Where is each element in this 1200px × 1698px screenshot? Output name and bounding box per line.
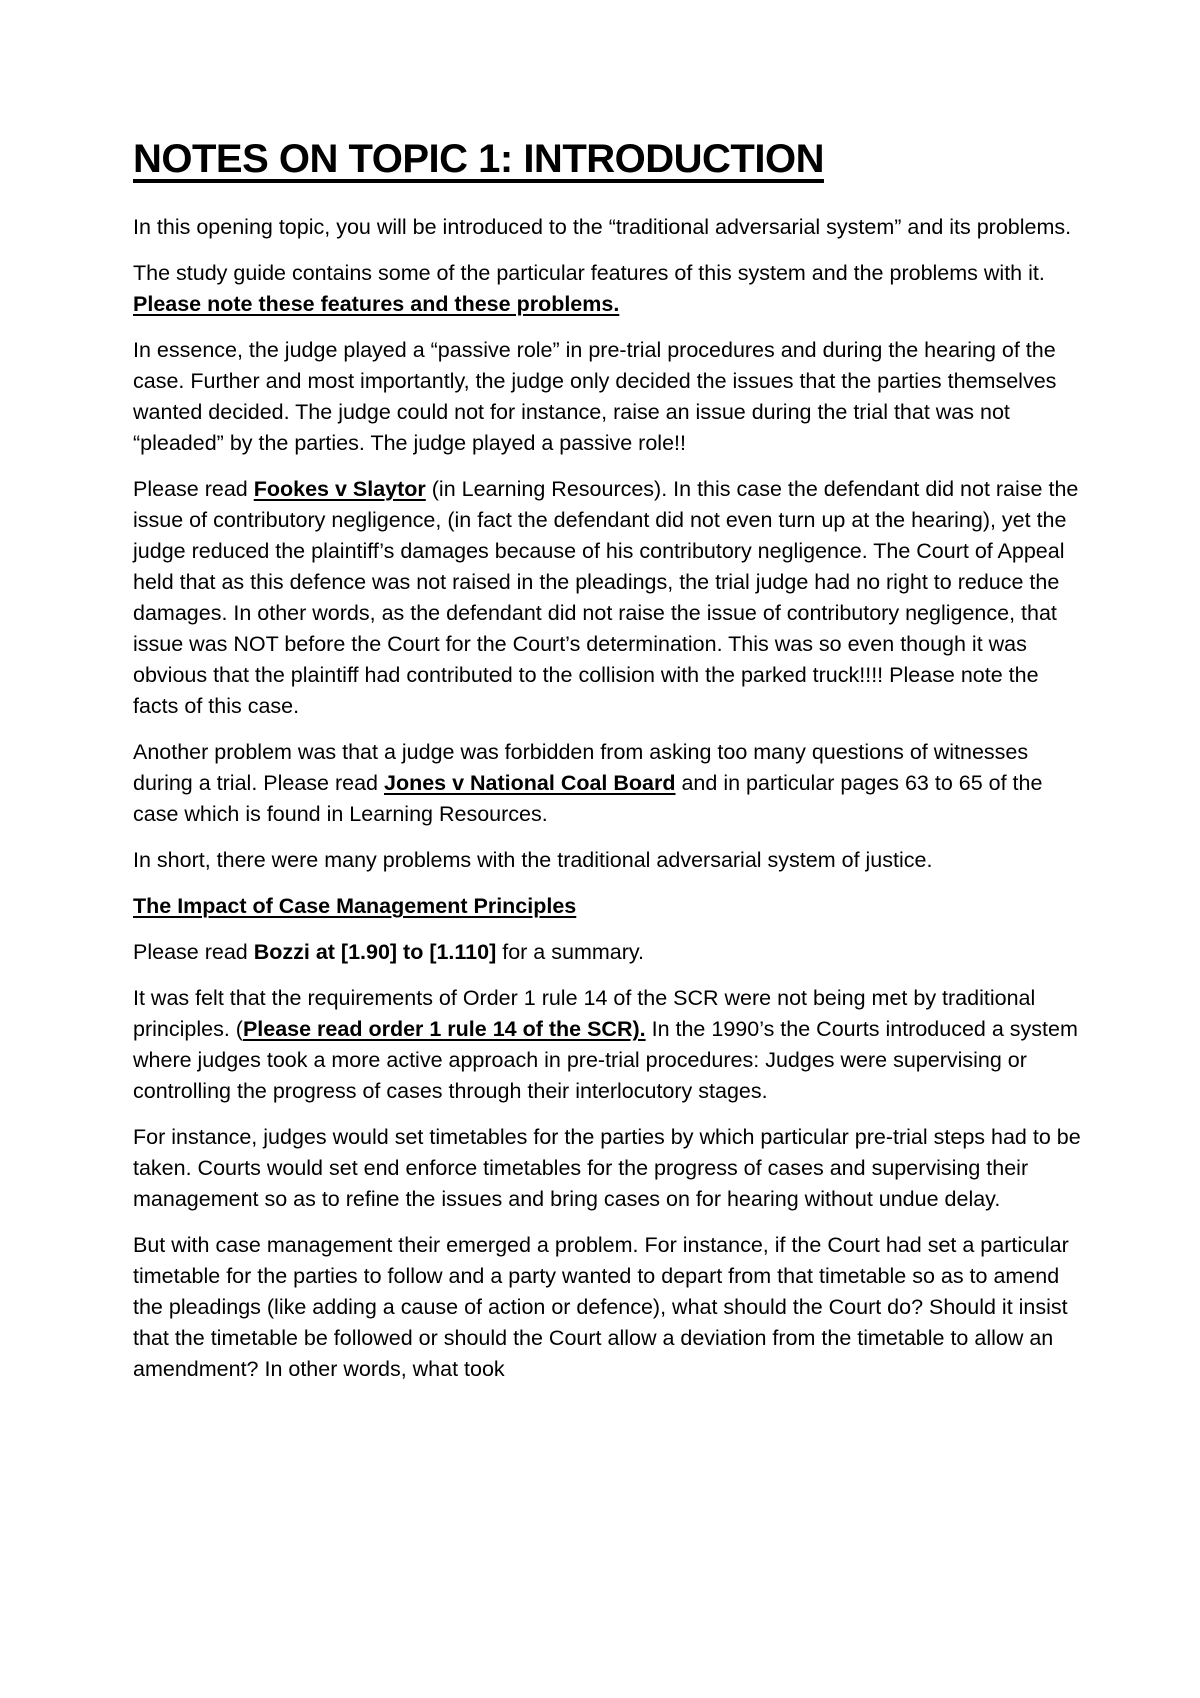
order-1-rule-14-paragraph [133,983,1082,1107]
case-management-problem-paragraph [133,1230,1082,1385]
text-run: In this opening topic, you will be introduced to the “traditional adversarial system” and its problems. [133,215,1072,239]
text-run: Another problem was that a judge was forbidden from asking too many questions of witnesses during a trial. Please read [133,740,1029,795]
note-features-emphasis: Please note these features and these problems. [133,292,620,316]
intro-paragraph [133,212,1082,243]
jones-v-national-coal-board-paragraph [133,737,1082,830]
text-run: and in particular pages 63 to 65 of the case which is found in Learning Resources. [133,771,1043,826]
text-run: For instance, judges would set timetables for the parties by which particular pre-trial steps had to be taken. Courts would set end enforce timetables for the progress of cases and supervising their management so as to refine the issues and bring cases on for hearing without undue delay. [133,1125,1081,1211]
case-management-heading-text: The Impact of Case Management Principles [133,894,577,918]
text-run: In the 1990’s the Courts introduced a system where judges took a more active approach in pre-trial procedures: Judges were supervising or controlling the progress of cases through their interlocutory stages. [133,1017,1078,1103]
text-run: In short, there were many problems with the traditional adversarial system of justice. [133,848,933,872]
case-management-heading [133,891,1082,922]
text-run: for a summary. [496,940,645,964]
fookes-v-slaytor-paragraph [133,474,1082,722]
document-body [133,212,1082,1385]
fookes-v-slaytor-case-reference: Fookes v Slaytor [253,477,426,501]
bozzi-reference: Bozzi at [1.90] to [1.110] [253,940,497,964]
text-run: Please read [133,940,254,964]
study-guide-paragraph [133,258,1082,320]
jones-v-national-coal-board-case-reference: Jones v National Coal Board [383,771,676,795]
summary-problems-paragraph [133,845,1082,876]
bozzi-reading-paragraph [133,937,1082,968]
text-run: In essence, the judge played a “passive role” in pre-trial procedures and during the hearing of the case. Further and most importantly, the judge only decided the issues that the parties themselves wanted decided. The judge could not for instance, raise an issue during the trial that was not “pleaded” by the parties. The judge played a passive role!! [133,338,1057,455]
order-1-rule-14-emphasis: Please read order 1 rule 14 of the SCR). [242,1017,646,1041]
text-run: Please read [133,477,254,501]
text-run: It was felt that the requirements of Order 1 rule 14 of the SCR were not being met by traditional principles. ( [133,986,1036,1041]
text-run: But with case management their emerged a problem. For instance, if the Court had set a particular timetable for the parties to follow and a party wanted to depart from that timetable so as to amend the pleadings (like adding a cause of action or defence), what should the Court do? Should it insist that the timetable be followed or should the Court allow a deviation from the timetable to allow an amendment? In other words, what took [133,1233,1069,1381]
judge-passive-role-paragraph [133,335,1082,459]
text-run: The study guide contains some of the particular features of this system and the problems with it. [133,261,1045,285]
text-run: (in Learning Resources). In this case the defendant did not raise the issue of contributory negligence, (in fact the defendant did not even turn up at the hearing), yet the judge reduced the plaintiff’s damages because of his contributory negligence. The Court of Appeal held that as this defence was not raised in the pleadings, the trial judge had no right to reduce the damages. In other words, as the defendant did not raise the issue of contributory negligence, that issue was NOT before the Court for the Court’s determination. This was so even though it was obvious that the plaintiff had contributed to the collision with the parked truck!!!! Please note the facts of this case. [133,477,1079,718]
timetables-paragraph [133,1122,1082,1215]
page-title: NOTES ON TOPIC 1: INTRODUCTION [133,137,824,181]
